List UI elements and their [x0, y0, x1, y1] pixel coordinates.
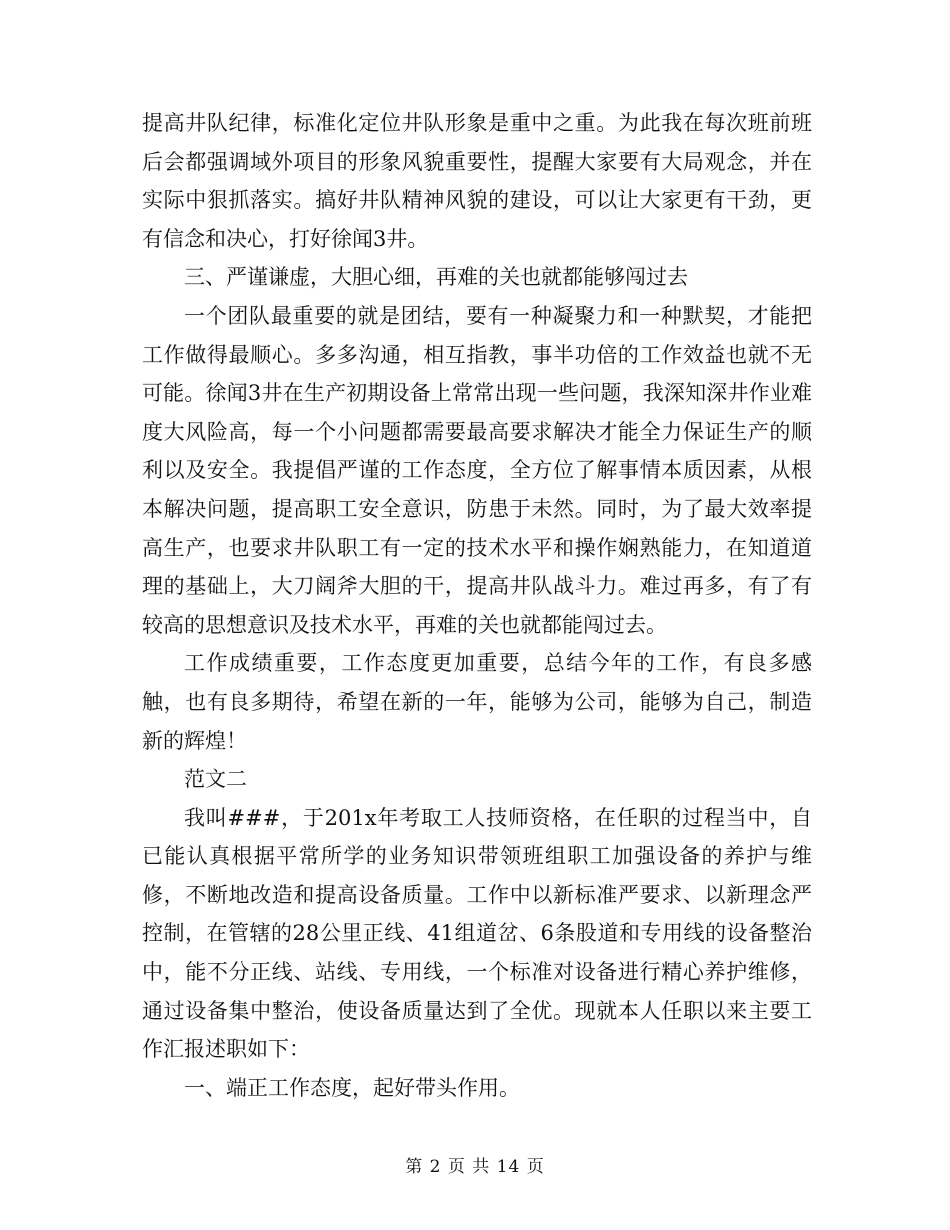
paragraph-introduction: 我叫###，于201x年考取工人技师资格，在任职的过程当中，自已能认真根据平常所学的业务知识带领班组职工加强设备的养护与维修，不断地改造和提高设备质量。工作中以新标准严要求、以新理念严控制，在管辖的28公里正线、41组道岔、6条股道和专用线的设备整治中，能不分正线、站线、专用线，一个标准对设备进行精心养护维修，通过设备集中整治，使设备质量达到了全优。现就本人任职以来主要工作汇报述职如下：: [142, 805, 812, 1062]
paragraph-conclusion: 工作成绩重要，工作态度更加重要，总结今年的工作，有良多感触，也有良多期待，希望在新的一年，能够为公司，能够为自己，制造新的辉煌！: [142, 651, 812, 753]
paragraph-discipline: 提高井队纪律，标准化定位井队形象是重中之重。为此我在每次班前班后会都强调域外项目的形象风貌重要性，提醒大家要有大局观念，并在实际中狠抓落实。搞好井队精神风貌的建设，可以让大家更有干劲，更有信念和决心，打好徐闻3井。: [142, 111, 812, 251]
document-body: [142, 104, 812, 1107]
heading-sample-two: 范文二: [184, 767, 247, 792]
heading-section-one: 一、端正工作态度，起好带头作用。: [184, 1075, 520, 1100]
page-number-footer: 第 2 页 共 14 页: [405, 1157, 545, 1177]
heading-section-three: 三、严谨谦虚，大胆心细，再难的关也就都能够闯过去: [184, 265, 688, 290]
paragraph-teamwork: 一个团队最重要的就是团结，要有一种凝聚力和一种默契，才能把工作做得最顺心。多多沟通，相互指教，事半功倍的工作效益也就不无可能。徐闻3井在生产初期设备上常常出现一些问题，我深知深井作业难度大风险高，每一个小问题都需要最高要求解决才能全力保证生产的顺利以及安全。我提倡严谨的工作态度，全方位了解事情本质因素，从根本解决问题，提高职工安全意识，防患于未然。同时，为了最大效率提高生产，也要求井队职工有一定的技术水平和操作娴熟能力，在知道道理的基础上，大刀阔斧大胆的干，提高井队战斗力。难过再多，有了有较高的思想意识及技术水平，再难的关也就都能闯过去。: [142, 303, 812, 637]
